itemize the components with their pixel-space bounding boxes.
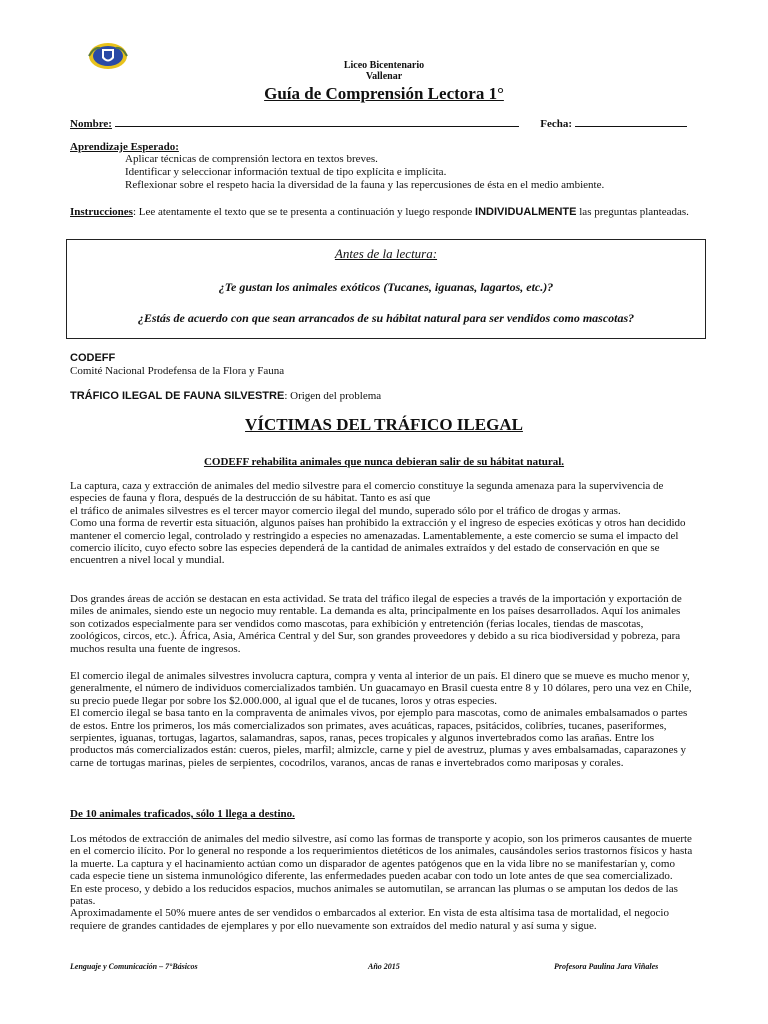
fecha-label: Fecha:	[540, 118, 572, 130]
paragraph-text: El comercio ilegal se basa tanto en la compraventa de animales vivos, por ejemplo para mascotas, como de animales embalsamados o partes de estos. Entre los primeros, los más comercializados son primates, aves acuáticas, rapaces, psitácidos, colibríes, tucanes, paseriformes, serpientes, iguanas, tortugas, lagartos, salamandras, sapos, ranas, peces tropicales y algunos invertebrados como las arañas. Entre los productos más comercializados están: cueros, pieles, marfil; almizcle, carne y piel de avestruz, plumas y aves embalsamadas, caparazones y carne de tortugas marinas, pieles de serpientes, cocodrilos, varanos, ancas de ranas e invertebrados como mariposas y corales.	[70, 707, 688, 769]
topic-bold: TRÁFICO ILEGAL DE FAUNA SILVESTRE	[70, 390, 285, 402]
pre-reading-question-1: ¿Te gustan los animales exóticos (Tucanes, iguanas, lagartos, etc.)?	[218, 280, 554, 294]
topic-rest: : Origen del problema	[284, 390, 382, 402]
paragraph-3	[70, 670, 695, 769]
footer-year: Año 2015	[368, 962, 400, 971]
pre-reading-box	[66, 239, 706, 339]
paragraph-2	[70, 593, 695, 655]
pre-reading-heading: Antes de la lectura:	[334, 246, 438, 261]
paragraph-4	[70, 833, 695, 932]
name-date-row	[70, 116, 700, 130]
aprendizaje-heading: Aprendizaje Esperado:	[70, 141, 179, 153]
instructions-text-end: las preguntas planteadas.	[576, 206, 689, 218]
codeff-fullname: Comité Nacional Prodefensa de la Flora y Fauna	[70, 365, 285, 377]
instructions-text: : Lee atentamente el texto que se te presenta a continuación y luego responde	[132, 206, 476, 218]
codeff-title: CODEFF	[70, 352, 116, 364]
nombre-label: Nombre:	[70, 118, 112, 130]
footer-teacher: Profesora Paulina Jara Viñales	[554, 962, 659, 971]
school-name: Liceo Bicentenario	[343, 60, 425, 71]
paragraph-text: Como una forma de revertir esta situación, algunos países han prohibido la extracción y el ingreso de especies exóticas y otros han decidido mantener el comercio legal, controlado y restringido a especies no amenazadas. Lamentablemente, a este comercio se suma el impacto del comercio ilícito, cuyo efecto sobre las especies dependerá de la cantidad de animales extraídos y del estado de conservación en que se encuentren a nivel local y mundial.	[70, 517, 686, 567]
paragraph-text: La captura, caza y extracción de animales del medio silvestre para el comercio constituye la segunda amenaza para la supervivencia de especies de fauna y flora, después de la destrucción de su hábitat. Tanto es así que	[70, 480, 664, 505]
paragraph-1	[70, 480, 695, 567]
school-city: Vallenar	[365, 71, 403, 82]
paragraph-text: Aproximadamente el 50% muere antes de ser vendidos o embarcados al exterior. En vista de esta altísima tasa de mortalidad, el negocio requiere de grandes cantidades de ejemplares y por ello nuevamente son extraídos del medio natural y así suma y sigue.	[70, 907, 669, 932]
paragraph-text: En este proceso, y debido a los reducidos espacios, muchos animales se automutilan, se arrancan las plumas o se amputan los dedos de las patas.	[70, 882, 678, 908]
instructions-emphasis: INDIVIDUALMENTE	[475, 206, 577, 218]
instructions-label: Instrucciones	[70, 206, 133, 218]
article-subtitle: CODEFF rehabilita animales que nunca debieran salir de su hábitat natural.	[203, 456, 565, 468]
codeff-block	[70, 352, 284, 378]
paragraph-text: Los métodos de extracción de animales del medio silvestre, así como las formas de transporte y acopio, son los primeros causantes de muerte en el comercio ilícito. Por lo general no responde a los requerimientos dietéticos de los animales, causándoles serios trastornos físicos y hasta la muerte. La captura y el hacinamiento actúan como un disparador de agentes patógenos que en la vida libre no se manifestarían y, como cada especie tiene un sistema inmunológico diferente, las enfermedades pueden acabar con todo un lote antes de que sea comercializado.	[70, 833, 693, 883]
page-title: Guía de Comprensión Lectora 1°	[264, 84, 504, 103]
instructions	[70, 205, 690, 219]
aprendizaje-item: Aplicar técnicas de comprensión lectora en textos breves.	[125, 153, 378, 165]
footer-subject: Lenguaje y Comunicación – 7°Básicos	[70, 962, 198, 971]
fecha-line	[575, 116, 687, 127]
aprendizaje-list	[125, 153, 604, 192]
section-heading: De 10 animales traficados, sólo 1 llega a destino.	[70, 808, 295, 820]
paragraph-text: el tráfico de animales silvestres es el tercer mayor comercio ilegal del mundo, superado sólo por el tráfico de drogas y armas.	[70, 504, 621, 517]
paragraph-text: Dos grandes áreas de acción se destacan en esta actividad. Se trata del tráfico ilegal de especies a través de la importación y exportación de miles de animales, siendo este un negocio muy rentable. La demanda es alta, principalmente en los países desarrollados. Aquí los animales son cotizados especialmente para ser vendidos como mascotas, para exhibición y entretención (ferias locales, tiendas de mascotas, zoológicos, circos, etc.). África, Asia, América Central y del Sur, son grandes proveedores y debido a su rica biodiversidad y pobreza, para muchos resulta una fuente de ingresos.	[70, 593, 682, 655]
nombre-line	[115, 116, 519, 127]
aprendizaje-item: Reflexionar sobre el respeto hacia la diversidad de la fauna y las repercusiones de ésta en el medio ambiente.	[125, 179, 605, 191]
paragraph-text: El comercio ilegal de animales silvestres involucra captura, compra y venta al interior de un país. El dinero que se mueve es mucho menor y, generalmente, el número de individuos comercializados también. Un guacamayo en Brasil cuesta entre 8 y 10 dólares, pero una vez en Chile, su precio puede llegar por sobre los $2.000.000, al igual que el de tucanes, loros y otras especies.	[70, 670, 692, 707]
pre-reading-question-2: ¿Estás de acuerdo con que sean arrancados de su hábitat natural para ser vendidos como mascotas?	[137, 311, 635, 325]
aprendizaje-item: Identificar y seleccionar información textual de tipo explícita e implícita.	[125, 166, 447, 178]
topic-line	[70, 390, 381, 402]
article-title: VÍCTIMAS DEL TRÁFICO ILEGAL	[245, 415, 523, 434]
